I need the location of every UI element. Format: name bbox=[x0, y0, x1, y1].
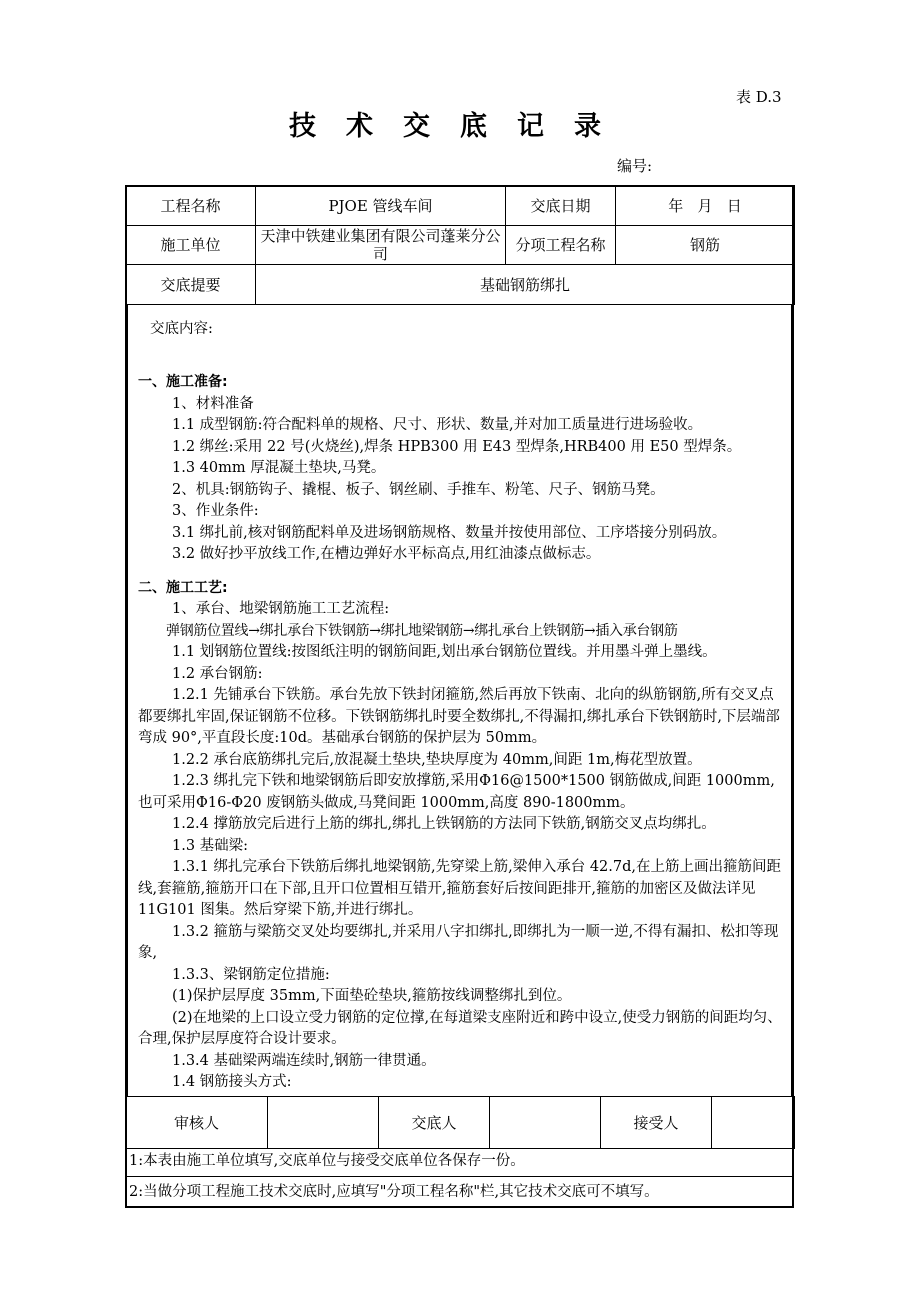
discloser-label: 交底人 bbox=[379, 1097, 490, 1149]
header-row-summary bbox=[126, 265, 795, 305]
summary-value: 基础钢筋绑扎 bbox=[256, 265, 795, 305]
header-row-contractor bbox=[126, 226, 795, 265]
sub-project-value: 钢筋 bbox=[616, 226, 795, 265]
content-line: 1.3 40mm 厚混凝土垫块,马凳。 bbox=[172, 460, 386, 476]
contractor-value: 天津中铁建业集团有限公司蓬莱分公司 bbox=[256, 226, 506, 265]
reviewer-signature-cell bbox=[268, 1097, 379, 1149]
sub-project-label: 分项工程名称 bbox=[506, 226, 616, 265]
contractor-label: 施工单位 bbox=[126, 226, 256, 265]
page-title: 技术交底记录 bbox=[289, 111, 631, 142]
disclosure-content bbox=[126, 305, 793, 1096]
content-paragraph: 1.2.1 先铺承台下铁筋。承台先放下铁封闭箍筋,然后再放下铁南、北向的纵筋钢筋,所有交叉点都要绑扎牢固,保证钢筋不位移。下铁钢筋绑扎时要全数绑扎,不得漏扣,绑扎承台下铁钢筋时,下层端部弯成 90°,平直段长度:10d。基础承台钢筋的保护层为 50mm。 bbox=[138, 687, 780, 746]
process-flow: 弹钢筋位置线→绑扎承台下铁钢筋→绑扎地梁钢筋→绑扎承台上铁钢筋→插入承台钢筋 bbox=[166, 622, 678, 639]
spacer bbox=[138, 566, 785, 578]
content-line: 2、机具:钢筋钩子、撬棍、板子、钢丝刷、手推车、粉笔、尺子、钢筋马凳。 bbox=[172, 481, 665, 498]
content-line: 1.1 划钢筋位置线:按图纸注明的钢筋间距,划出承台钢筋位置线。并用墨斗弹上墨线。 bbox=[172, 644, 717, 660]
header-row-project bbox=[126, 186, 795, 226]
date-label: 交底日期 bbox=[506, 186, 616, 226]
project-name-label: 工程名称 bbox=[126, 186, 256, 226]
content-line: 1.2.2 承台底筋绑扎完后,放混凝土垫块,垫块厚度为 40mm,间距 1m,梅花型放置。 bbox=[172, 751, 702, 768]
project-name-value: PJOE 管线车间 bbox=[256, 186, 506, 226]
receiver-label: 接受人 bbox=[601, 1097, 712, 1149]
content-paragraph: 1.2.3 绑扎完下铁和地梁钢筋后即安放撑筋,采用Φ16@1500*1500 钢筋做成,间距 1000mm,也可采用Φ16-Φ20 废钢筋头做成,马凳间距 1000mm,高度 890-1800mm。 bbox=[138, 773, 775, 811]
content-intro: 交底内容: bbox=[150, 321, 213, 337]
content-line: 1.3 基础梁: bbox=[172, 837, 249, 854]
content-line: 3.2 做好抄平放线工作,在槽边弹好水平标高点,用红油漆点做标志。 bbox=[172, 546, 601, 562]
section-2-title: 二、施工工艺: bbox=[138, 579, 228, 596]
form-number: 表 D.3 bbox=[736, 88, 782, 106]
signature-table bbox=[125, 1096, 795, 1149]
header-table bbox=[125, 185, 795, 305]
date-value: 年 月 日 bbox=[616, 186, 795, 226]
footnote: 1:本表由施工单位填写,交底单位与接受交底单位各保存一份。 bbox=[129, 1153, 525, 1169]
content-line: 1.4 钢筋接头方式: bbox=[172, 1074, 292, 1090]
content-paragraph: 1.3.1 绑扎完承台下铁筋后绑扎地梁钢筋,先穿梁上筋,梁伸入承台 42.7d,在上筋上画出箍筋间距线,套箍筋,箍筋开口在下部,且开口位置相互错开,箍筋套好后按间距排开,箍筋的加密区及做法详见 11G101 图集。然后穿梁下筋,并进行绑扎。 bbox=[138, 859, 782, 918]
discloser-signature-cell bbox=[490, 1097, 601, 1149]
signature-row bbox=[126, 1097, 795, 1149]
footnotes bbox=[125, 1146, 794, 1206]
content-line: 1.3.4 基础梁两端连续时,钢筋一律贯通。 bbox=[172, 1052, 436, 1069]
content-line: 3、作业条件: bbox=[172, 503, 259, 519]
content-line: (1)保护层厚度 35mm,下面垫砼垫块,箍筋按线调整绑扎到位。 bbox=[172, 988, 572, 1004]
content-line: 1.3.3、梁钢筋定位措施: bbox=[172, 966, 330, 983]
section-1-title: 一、施工准备: bbox=[138, 374, 228, 390]
content-line: 3.1 绑扎前,核对钢筋配料单及进场钢筋规格、数量并按使用部位、工序塔接分别码放。 bbox=[172, 524, 727, 541]
reviewer-label: 审核人 bbox=[126, 1097, 268, 1149]
receiver-signature-cell bbox=[712, 1097, 795, 1149]
content-line: 1.1 成型钢筋:符合配料单的规格、尺寸、形状、数量,并对加工质量进行进场验收。 bbox=[172, 417, 703, 433]
content-line: 1.2.4 撑筋放完后进行上筋的绑扎,绑扎上铁钢筋的方法同下铁筋,钢筋交叉点均绑扎。 bbox=[172, 816, 716, 832]
summary-label: 交底提要 bbox=[126, 265, 256, 305]
content-line: 1.2 绑丝:采用 22 号(火烧丝),焊条 HPB300 用 E43 型焊条,HRB400 用 E50 型焊条。 bbox=[172, 438, 742, 455]
content-body bbox=[138, 372, 785, 1094]
serial-number-label: 编号: bbox=[617, 157, 653, 175]
content-paragraph: 1.3.2 箍筋与梁筋交叉处均要绑扎,并采用八字扣绑扎,即绑扎为一顺一逆,不得有漏扣、松扣等现象, bbox=[138, 923, 779, 961]
content-line: 1、承台、地梁钢筋施工工艺流程: bbox=[172, 601, 390, 617]
footnote: 2:当做分项工程施工技术交底时,应填写"分项工程名称"栏,其它技术交底可不填写。 bbox=[125, 1176, 794, 1206]
content-paragraph: (2)在地梁的上口设立受力钢筋的定位撑,在每道梁支座附近和跨中设立,使受力钢筋的间距均匀、合理,保护层厚度符合设计要求。 bbox=[138, 1009, 782, 1047]
content-line: 1、材料准备 bbox=[172, 395, 254, 412]
content-line: 1.2 承台钢筋: bbox=[172, 665, 263, 682]
